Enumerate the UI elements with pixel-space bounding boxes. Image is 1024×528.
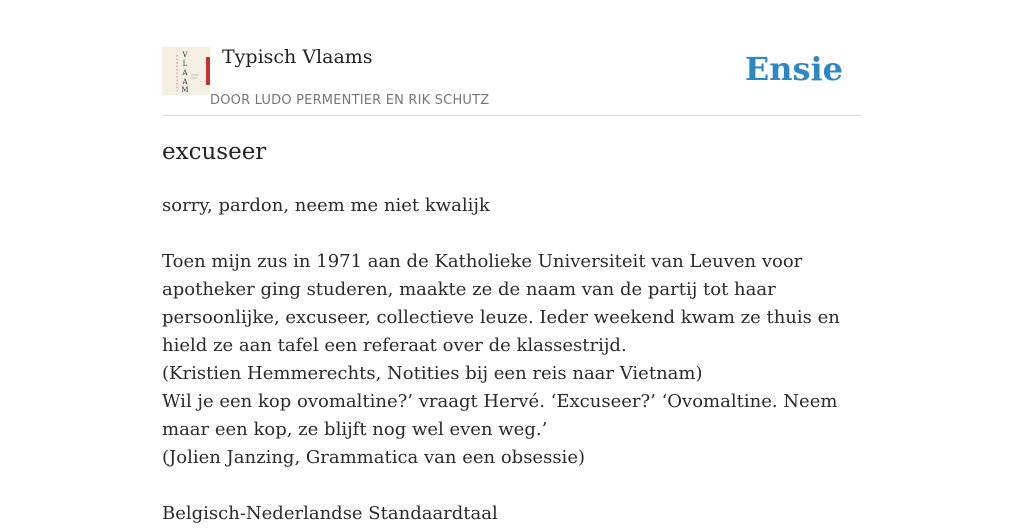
svg-text:V: V [182,51,188,59]
book-cover-avatar[interactable] [162,47,210,95]
entry-content [162,192,862,528]
entry-definition: sorry, pardon, neem me niet kwalijk [162,195,490,216]
example-source-2: (Jolien Janzing, Grammatica van een obsessie) [162,447,585,468]
spacer [162,220,862,248]
example-source-1: (Kristien Hemmerechts, Notities bij een reis naar Vietnam) [162,363,703,384]
example-quote-2: Wil je een kop ovomaltine?’ vraagt Hervé. ‘Excuseer?’ ‘Ovomaltine. Neem maar een kop, ze blijft nog wel even weg.’ [162,391,838,440]
ensie-logo-link[interactable]: Ensie [744,50,843,88]
entry-headword: excuseer [162,139,267,165]
book-cover-icon [162,47,210,95]
book-title[interactable]: Typisch Vlaams [222,46,373,68]
svg-text:A: A [182,69,188,77]
svg-text:L: L [182,60,188,68]
example-quote-1: Toen mijn zus in 1971 aan de Katholieke Universiteit van Leuven voor apotheker ging studeren, maakte ze de naam van de partij tot haar persoonlijke, excuseer, collectieve leuze. Ieder weekend kwam ze thuis en hield ze aan tafel een referaat over de klassestrijd. [162,251,840,356]
svg-text:A: A [182,78,188,86]
spacer [162,472,862,500]
header [162,40,862,116]
entry-category: Belgisch-Nederlandse Standaardtaal [162,503,498,524]
svg-text:M: M [181,86,189,94]
book-authors: DOOR LUDO PERMENTIER EN RIK SCHUTZ [210,93,490,108]
